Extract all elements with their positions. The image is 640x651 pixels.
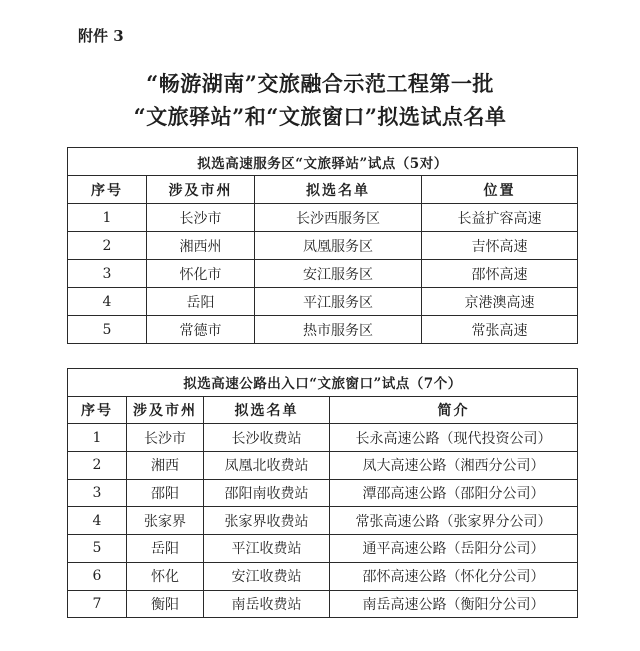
- table-cell: 南岳高速公路（衡阳分公司）: [330, 590, 578, 618]
- table-cell: 4: [68, 507, 127, 535]
- table-cell: 安江服务区: [255, 260, 422, 288]
- table-cell: 湘西州: [147, 232, 255, 260]
- table-cell: 安江收费站: [204, 562, 330, 590]
- document-title-line-2: “文旅驿站”和“文旅窗口”拟选试点名单: [133, 104, 507, 129]
- table-cell: 怀化: [127, 562, 204, 590]
- table-cell: 吉怀高速: [422, 232, 578, 260]
- table-row: [68, 232, 578, 260]
- table-cell: 热市服务区: [255, 316, 422, 344]
- table-cell: 衡阳: [127, 590, 204, 618]
- annex-label: 附件 3: [78, 27, 124, 45]
- table-cell: 长益扩容高速: [422, 204, 578, 232]
- table-cell: 凤凰北收费站: [204, 452, 330, 480]
- table-cell: 6: [68, 562, 127, 590]
- table-cell: 张家界: [127, 507, 204, 535]
- table-cell: 长沙收费站: [204, 424, 330, 452]
- table-caption: 拟选高速服务区“文旅驿站”试点（5对）: [68, 148, 578, 176]
- table-row: [68, 260, 578, 288]
- table-cell: 长沙市: [147, 204, 255, 232]
- column-header-index: 序号: [68, 396, 127, 424]
- table-cell: 邵怀高速公路（怀化分公司）: [330, 562, 578, 590]
- table-cell: 长沙西服务区: [255, 204, 422, 232]
- table-cell: 邵怀高速: [422, 260, 578, 288]
- table-row: [68, 204, 578, 232]
- table-cell: 常张高速: [422, 316, 578, 344]
- table-cell: 通平高速公路（岳阳分公司）: [330, 535, 578, 563]
- table-cell: 5: [68, 316, 147, 344]
- toll-station-table: [67, 368, 578, 618]
- table-cell: 岳阳: [127, 535, 204, 563]
- column-header-city: 涉及市州: [147, 176, 255, 204]
- table-cell: 平江服务区: [255, 288, 422, 316]
- table-row: [68, 590, 578, 618]
- table-row: [68, 288, 578, 316]
- table-cell: 京港澳高速: [422, 288, 578, 316]
- table-row: [68, 452, 578, 480]
- table-cell: 4: [68, 288, 147, 316]
- table-cell: 邵阳: [127, 479, 204, 507]
- table-cell: 岳阳: [147, 288, 255, 316]
- table-cell: 5: [68, 535, 127, 563]
- table-cell: 2: [68, 232, 147, 260]
- table-cell: 邵阳南收费站: [204, 479, 330, 507]
- column-header-city: 涉及市州: [127, 396, 204, 424]
- table-row: [68, 424, 578, 452]
- document-title-line-1: “畅游湖南”交旅融合示范工程第一批: [146, 71, 494, 96]
- column-header-description: 简介: [330, 396, 578, 424]
- table-cell: 长沙市: [127, 424, 204, 452]
- table-cell: 1: [68, 204, 147, 232]
- column-header-index: 序号: [68, 176, 147, 204]
- table-row: [68, 562, 578, 590]
- table-cell: 凤凰服务区: [255, 232, 422, 260]
- table-row: [68, 535, 578, 563]
- table-cell: 3: [68, 479, 127, 507]
- table-cell: 张家界收费站: [204, 507, 330, 535]
- table-caption: 拟选高速公路出入口“文旅窗口”试点（7个）: [68, 369, 578, 397]
- table-cell: 南岳收费站: [204, 590, 330, 618]
- table-cell: 常张高速公路（张家界分公司）: [330, 507, 578, 535]
- table-cell: 1: [68, 424, 127, 452]
- column-header-name: 拟选名单: [255, 176, 422, 204]
- column-header-location: 位置: [422, 176, 578, 204]
- table-row: [68, 507, 578, 535]
- table-cell: 2: [68, 452, 127, 480]
- table-cell: 3: [68, 260, 147, 288]
- column-header-name: 拟选名单: [204, 396, 330, 424]
- table-cell: 长永高速公路（现代投资公司）: [330, 424, 578, 452]
- table-cell: 常德市: [147, 316, 255, 344]
- table-cell: 7: [68, 590, 127, 618]
- table-cell: 潭邵高速公路（邵阳分公司）: [330, 479, 578, 507]
- table-cell: 怀化市: [147, 260, 255, 288]
- table-row: [68, 479, 578, 507]
- table-cell: 凤大高速公路（湘西分公司）: [330, 452, 578, 480]
- service-area-table: [67, 147, 578, 344]
- table-cell: 湘西: [127, 452, 204, 480]
- table-row: [68, 316, 578, 344]
- table-cell: 平江收费站: [204, 535, 330, 563]
